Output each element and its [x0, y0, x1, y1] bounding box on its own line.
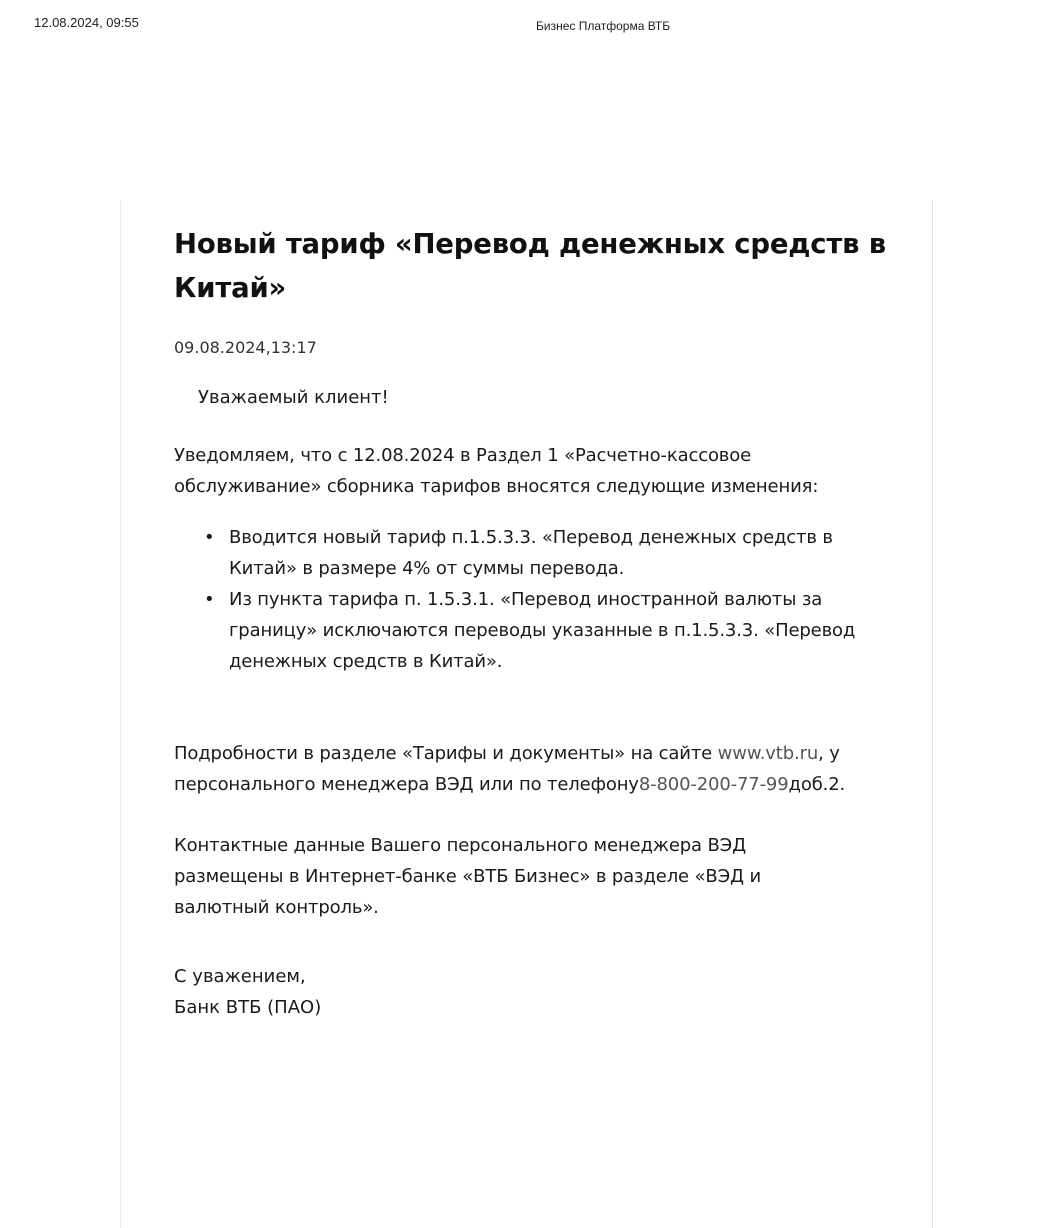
- page-edge-left: [120, 200, 121, 1228]
- change-text: Из пункта тарифа п. 1.5.3.1. «Перевод иностранной валюты за границу» исключаются переводы указанные в п.1.5.3.3. «Перевод денежных средств в Китай».: [229, 589, 856, 672]
- bullet-icon: •: [204, 589, 215, 610]
- letter-date: 09.08.2024,13:17: [174, 338, 317, 357]
- print-datetime: 12.08.2024, 09:55: [34, 15, 139, 30]
- letter: [174, 222, 904, 1023]
- bullet-icon: •: [204, 527, 215, 548]
- list-item: [174, 584, 869, 677]
- details-text: Подробности в разделе «Тарифы и документы» на сайте: [174, 743, 713, 764]
- letter-intro: Уведомляем, что с 12.08.2024 в Раздел 1 «Расчетно-кассовое обслуживание» сборника тарифов вносятся следующие изменения:: [174, 445, 819, 497]
- closing-regards: С уважением,: [174, 966, 306, 987]
- letter-title: Новый тариф «Перевод денежных средств в Китай»: [174, 228, 886, 304]
- details-paragraph: [174, 738, 874, 800]
- list-item: [174, 522, 869, 584]
- contacts-paragraph: Контактные данные Вашего персонального менеджера ВЭД размещены в Интернет-банке «ВТБ Бизнес» в разделе «ВЭД и валютный контроль».: [174, 835, 762, 918]
- change-text: Вводится новый тариф п.1.5.3.3. «Перевод денежных средств в Китай» в размере 4% от суммы перевода.: [229, 527, 833, 579]
- phone-number[interactable]: 8-800-200-77-99: [638, 774, 789, 795]
- phone-extension: доб.2.: [788, 774, 846, 795]
- details-text-continued: , у персонального менеджера ВЭД или по телефону: [174, 743, 840, 795]
- closing-signature: Банк ВТБ (ПАО): [174, 997, 322, 1018]
- site-link[interactable]: www.vtb.ru: [717, 743, 819, 764]
- page-edge-right: [932, 200, 933, 1228]
- letter-greeting: Уважаемый клиент!: [198, 387, 389, 408]
- changes-list: [174, 522, 904, 677]
- letter-closing: [174, 961, 904, 1023]
- print-site-title: Бизнес Платформа ВТБ: [536, 19, 671, 33]
- print-header: [0, 0, 1061, 44]
